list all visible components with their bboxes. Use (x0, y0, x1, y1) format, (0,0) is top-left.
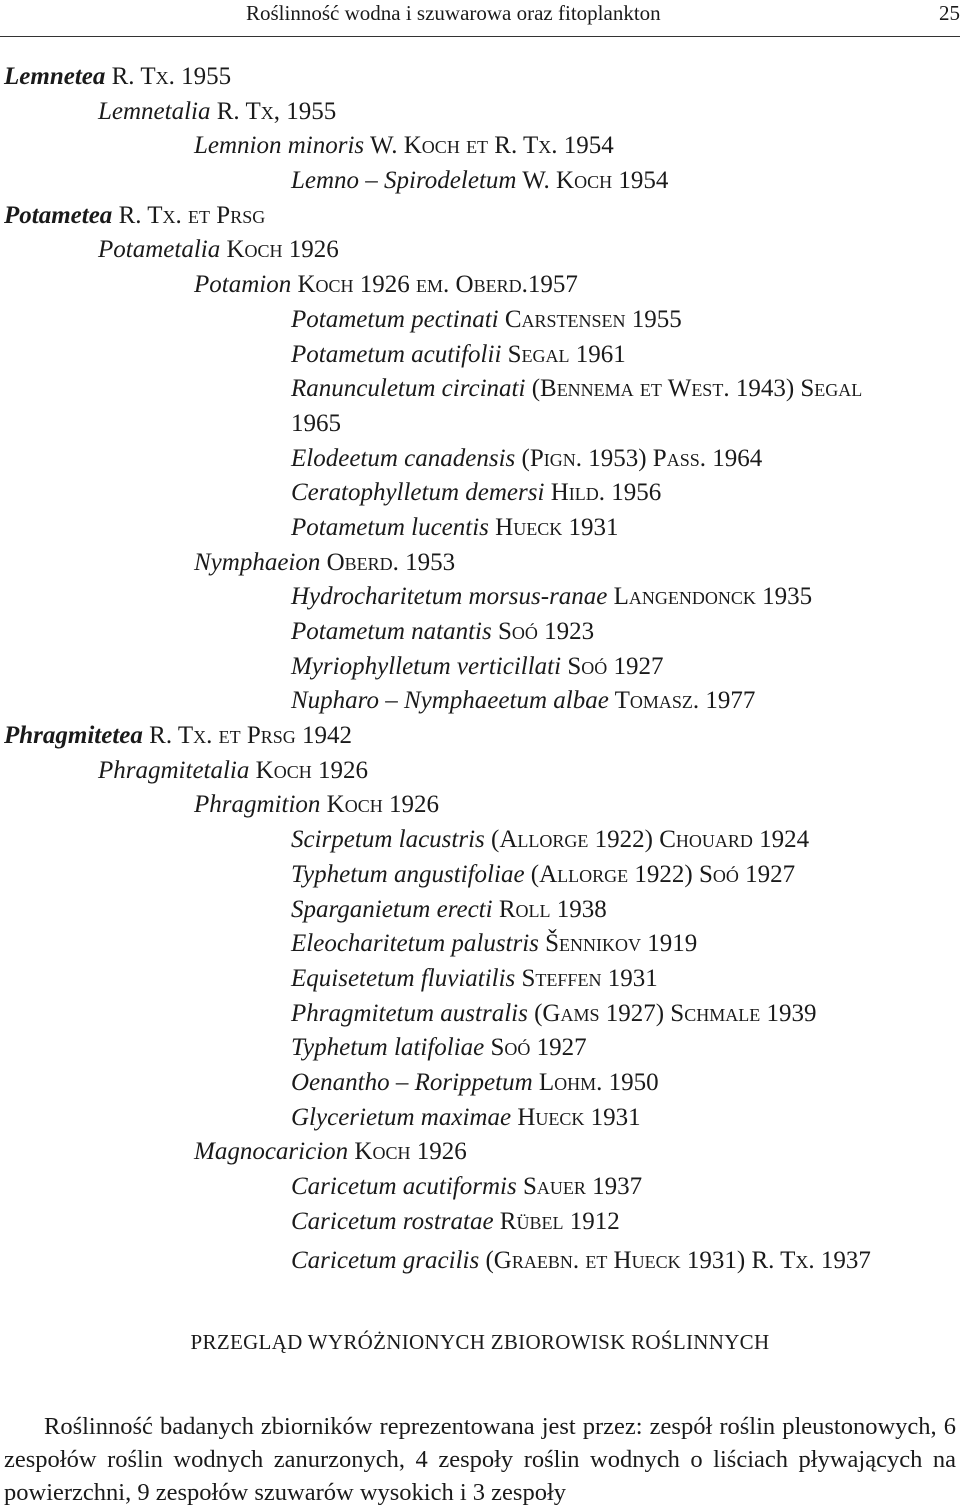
syntaxon-name: Typhetum latifoliae (291, 1034, 485, 1062)
syntaxon-entry (0, 1031, 960, 1066)
syntaxon-author: Steffen 1931 (515, 964, 658, 992)
syntaxon-entry (0, 997, 960, 1032)
syntaxon-author: R. Tx. 1955 (105, 63, 232, 90)
syntaxon-name: Scirpetum lacustris (291, 826, 485, 854)
syntaxon-entry (0, 60, 960, 95)
syntaxon-author: Roll 1938 (492, 895, 607, 923)
syntaxon-name: Phragmitetum australis (291, 999, 528, 1027)
syntaxon-name: Lemnetea (4, 63, 106, 90)
running-header-title: Roślinność wodna i szuwarowa oraz fitoplankton (246, 1, 661, 25)
syntaxon-name: Lemno – Spirodeletum (291, 167, 517, 195)
syntaxon-author: (Allorge 1922) Soó 1927 (524, 860, 796, 888)
syntaxon-name: Typhetum angustifoliae (291, 860, 525, 888)
syntaxon-name: Phragmitetalia (98, 756, 250, 784)
syntaxon-entry (0, 407, 960, 442)
syntaxon-entry (0, 927, 960, 962)
syntaxon-name: Potametum pectinati (291, 305, 499, 333)
syntaxon-entry (0, 580, 960, 615)
syntaxon-author: W. Koch 1954 (516, 167, 669, 195)
syntaxon-entry (0, 1101, 960, 1136)
syntaxon-author: (Allorge 1922) Chouard 1924 (484, 826, 810, 854)
syntaxon-author: Langendonck 1935 (607, 583, 813, 611)
syntaxon-entry (0, 338, 960, 373)
syntaxon-author: Koch 1926 (348, 1138, 467, 1166)
syntaxon-name: Phragmitetea (4, 722, 143, 750)
syntaxon-entry (0, 1135, 960, 1170)
syntaxon-author: Rübel 1912 (493, 1207, 620, 1235)
syntaxon-name: Caricetum rostratae (291, 1207, 494, 1235)
syntaxon-entry (0, 893, 960, 928)
syntaxon-author: Soó 1927 (561, 652, 664, 680)
syntaxon-name: Potametea (4, 201, 113, 229)
syntaxon-name: Hydrocharitetum morsus-ranae (291, 583, 608, 611)
syntaxon-name: Oenantho – Rorippetum (291, 1068, 533, 1096)
syntaxon-entry (0, 546, 960, 581)
syntaxon-entry (0, 372, 960, 407)
syntaxon-entry (0, 823, 960, 858)
syntaxon-name: Potametum lucentis (291, 513, 489, 541)
section-heading: PRZEGLĄD WYRÓŻNIONYCH ZBIOROWISK ROŚLINNYCH (190, 1330, 770, 1354)
syntaxon-author: Segal 1961 (501, 340, 626, 368)
syntaxon-author: Koch 1926 (220, 236, 339, 264)
syntaxon-author: (Bennema et West. 1943) Segal (525, 375, 863, 403)
syntaxon-entry (0, 754, 960, 789)
syntaxon-author: Hueck 1931 (511, 1103, 641, 1131)
syntaxon-name: Ranunculetum circinati (291, 375, 526, 403)
syntaxon-author: Šennikov 1919 (538, 930, 698, 958)
syntaxon-author: (Pign. 1953) Pass. 1964 (515, 444, 763, 472)
syntaxon-name: Potametum natantis (291, 618, 492, 645)
syntaxon-entry (0, 788, 960, 823)
syntaxon-name: Equisetetum fluviatilis (291, 964, 516, 992)
syntaxon-name: Glycerietum maximae (291, 1103, 512, 1131)
syntaxon-entry (0, 1244, 960, 1279)
syntaxon-name: Elodeetum canadensis (291, 444, 516, 472)
syntaxon-author: Sauer 1937 (516, 1173, 643, 1200)
syntaxon-entry (0, 684, 960, 719)
syntaxon-author: (Gams 1927) Schmale 1939 (527, 999, 817, 1027)
syntaxon-author: Lohm. 1950 (532, 1068, 659, 1096)
syntaxon-name: Lemnetalia (98, 97, 211, 125)
syntaxon-name: Ceratophylletum demersi (291, 479, 545, 507)
syntaxon-author: Hild. 1956 (544, 479, 662, 507)
syntaxon-author: Soó 1927 (484, 1034, 587, 1062)
page-number: 25 (939, 1, 960, 25)
syntaxon-entry (0, 1170, 960, 1205)
syntaxon-author: R. Tx. et Prsg (112, 201, 266, 229)
syntaxon-author: Koch 1926 (249, 756, 368, 784)
syntaxon-author: Soó 1923 (491, 618, 595, 645)
syntaxon-name: Nupharo – Nymphaeetum albae (291, 687, 609, 715)
syntaxon-name: Sparganietum erecti (291, 895, 493, 923)
syntaxon-name: Caricetum acutiformis (291, 1173, 517, 1200)
syntaxon-author: Oberd. 1953 (320, 548, 456, 576)
syntaxon-entry (0, 129, 960, 164)
syntaxon-entry (0, 442, 960, 477)
syntaxon-author: R. Tx. et Prsg 1942 (142, 722, 353, 750)
syntaxon-name: Magnocaricion (194, 1138, 349, 1166)
syntaxon-name: Eleocharitetum palustris (291, 930, 539, 958)
syntaxon-author: Tomasz. 1977 (608, 687, 756, 715)
syntaxon-entry (0, 268, 960, 303)
syntaxon-author: Carstensen 1955 (498, 305, 682, 333)
syntaxon-author: (Graebn. et Hueck 1931) R. Tx. 1937 (479, 1247, 871, 1275)
syntaxon-entry (0, 615, 960, 650)
syntaxon-entry (0, 95, 960, 130)
syntaxon-entry (0, 476, 960, 511)
syntaxon-author: W. Koch et R. Tx. 1954 (364, 132, 614, 160)
syntaxon-author: Koch 1926 em. Oberd.1957 (291, 271, 578, 299)
syntaxon-name: Caricetum gracilis (291, 1247, 480, 1275)
syntaxonomic-list (0, 60, 960, 1279)
syntaxon-author: 1965 (291, 409, 341, 437)
syntaxon-entry (0, 164, 960, 199)
syntaxon-name: Myriophylletum verticillati (291, 652, 562, 680)
syntaxon-author: R. Tx, 1955 (210, 97, 337, 125)
syntaxon-name: Potamion (194, 271, 292, 299)
syntaxon-entry (0, 1066, 960, 1101)
syntaxon-entry (0, 962, 960, 997)
syntaxon-name: Lemnion minoris (194, 132, 365, 160)
body-paragraph: Roślinność badanych zbiorników reprezentowana jest przez: zespół roślin pleustonowych, 6 zespołów roślin wodnych zanurzonych, 4 zespoły roślin wodnych o liściach pływających na powierzchni, 9 zespołów szuwarów wysokich i 3 zespoły (4, 1412, 956, 1506)
syntaxon-author: Hueck 1931 (488, 513, 619, 541)
syntaxon-author: Koch 1926 (320, 791, 439, 819)
syntaxon-entry (0, 1205, 960, 1240)
syntaxon-name: Phragmition (194, 791, 321, 819)
syntaxon-entry (0, 233, 960, 268)
syntaxon-name: Potametalia (98, 236, 221, 264)
syntaxon-entry (0, 719, 960, 754)
syntaxon-name: Potametum acutifolii (291, 340, 502, 368)
syntaxon-entry (0, 303, 960, 338)
syntaxon-entry (0, 650, 960, 685)
syntaxon-entry (0, 858, 960, 893)
running-header (0, 0, 960, 37)
syntaxon-name: Nymphaeion (194, 548, 321, 576)
syntaxon-entry (0, 199, 960, 234)
syntaxon-entry (0, 511, 960, 546)
